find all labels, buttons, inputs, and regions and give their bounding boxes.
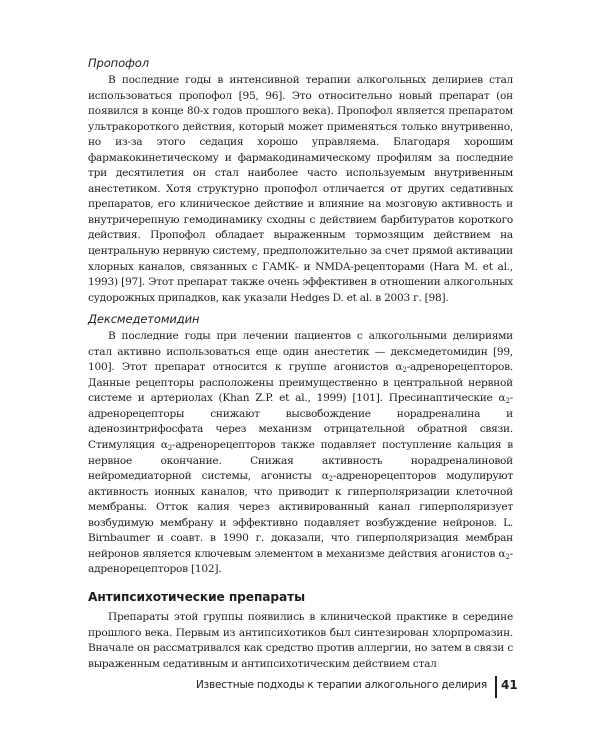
text-fragment: -адренорецепторов. Данные рецепторы расположены преимущественно в центральной нервной системе и артериолах (Khan Z.P. et al., 1999) [101]. Пресинаптические α [88, 361, 513, 405]
section-title-propofol: Пропофол [88, 56, 149, 70]
text-fragment: -адренорецепторы снижают высвобождение норадреналина и аденозинтрифосфата через механизм отрицательной обратной связи. Стимуляция α [88, 392, 513, 452]
text-fragment: -адренорецепторов [102]. [88, 547, 513, 576]
page-body [88, 56, 513, 672]
text-fragment: -адренорецепторов модулируют активность ионных каналов, что приводит к гиперполяризации клеточной мембраны. Отток калия через активированный канал гиперполяризует возбудимую мембрану и эффективно подавляет возбуждение нейронов. L. Birnbaumer и соавт. в 1990 г. доказали, что гиперполяризация мембран нейронов является ключевым элементом в механизме действия агонистов α [88, 470, 513, 560]
paragraph-antipsychotics: Препараты этой группы появились в клинической практике в середине прошлого века. Первым из антипсихотиков был синтезирован хлорпромазин. Вначале он рассматривался как средство против аллергии, но затем в связи с выраженным седативным и антипсихотическим действием стал [88, 610, 513, 670]
page-number: 41 [501, 678, 518, 692]
subscript: 2 [328, 475, 333, 484]
page-footer [0, 676, 600, 696]
section-title-dexmedetomidine: Дексмедетомидин [88, 312, 200, 327]
subscript: 2 [402, 366, 407, 375]
text-fragment: В последние годы при лечении пациентов с алкогольными делириями стал активно использоваться еще один анестетик — дексмедетомидин [99, 100]. Этот препарат относится к группе агонистов α [88, 330, 513, 374]
section-heading-antipsychotics: Антипсихотические препараты [88, 589, 306, 604]
text-fragment: -адренорецепторов также подавляет поступление кальция в нервное окончание. Снижая активность норадреналиновой нейромедиаторной системы, агонисты α [88, 439, 513, 483]
subscript: 2 [505, 552, 510, 561]
paragraph-propofol: В последние годы в интенсивной терапии алкогольных делириев стал использоваться пропофол [95, 96]. Это относительно новый препарат (он появился в конце 80-х годов прошлого века). Пропофол является препаратом ультракороткого действия, который может применяться только внутривенно, но из-за этого седация хорошо управляема. Благодаря хорошим фармакокинетическому и фармакодинамическому профилям за последние три десятилетия он стал наиболее часто используемым внутривенным анестетиком. Хотя структурно пропофол отличается от других седативных препаратов, его клиническое действие и влияние на мозговую активность и внутричерепную гемодинамику сходны с действием барбитуратов короткого действия. Пропофол обладает выраженным тормозящим действием на центральную нервную систему, предположительно за счет прямой активации хлорных каналов, связанных с ГАМК- и NMDA-рецепторами (Hara M. et al., 1993) [97]. Этот препарат также очень эффективен в отношении алкогольных судорожных припадков, как указали Hedges D. et al. в 2003 г. [98]. [88, 74, 513, 304]
paragraph-dexmedetomidine [88, 329, 513, 578]
running-title: Известные подходы к терапии алкогольного делирия [196, 679, 487, 691]
subscript: 2 [167, 444, 173, 453]
subscript: 2 [505, 397, 510, 406]
footer-divider [495, 676, 497, 698]
